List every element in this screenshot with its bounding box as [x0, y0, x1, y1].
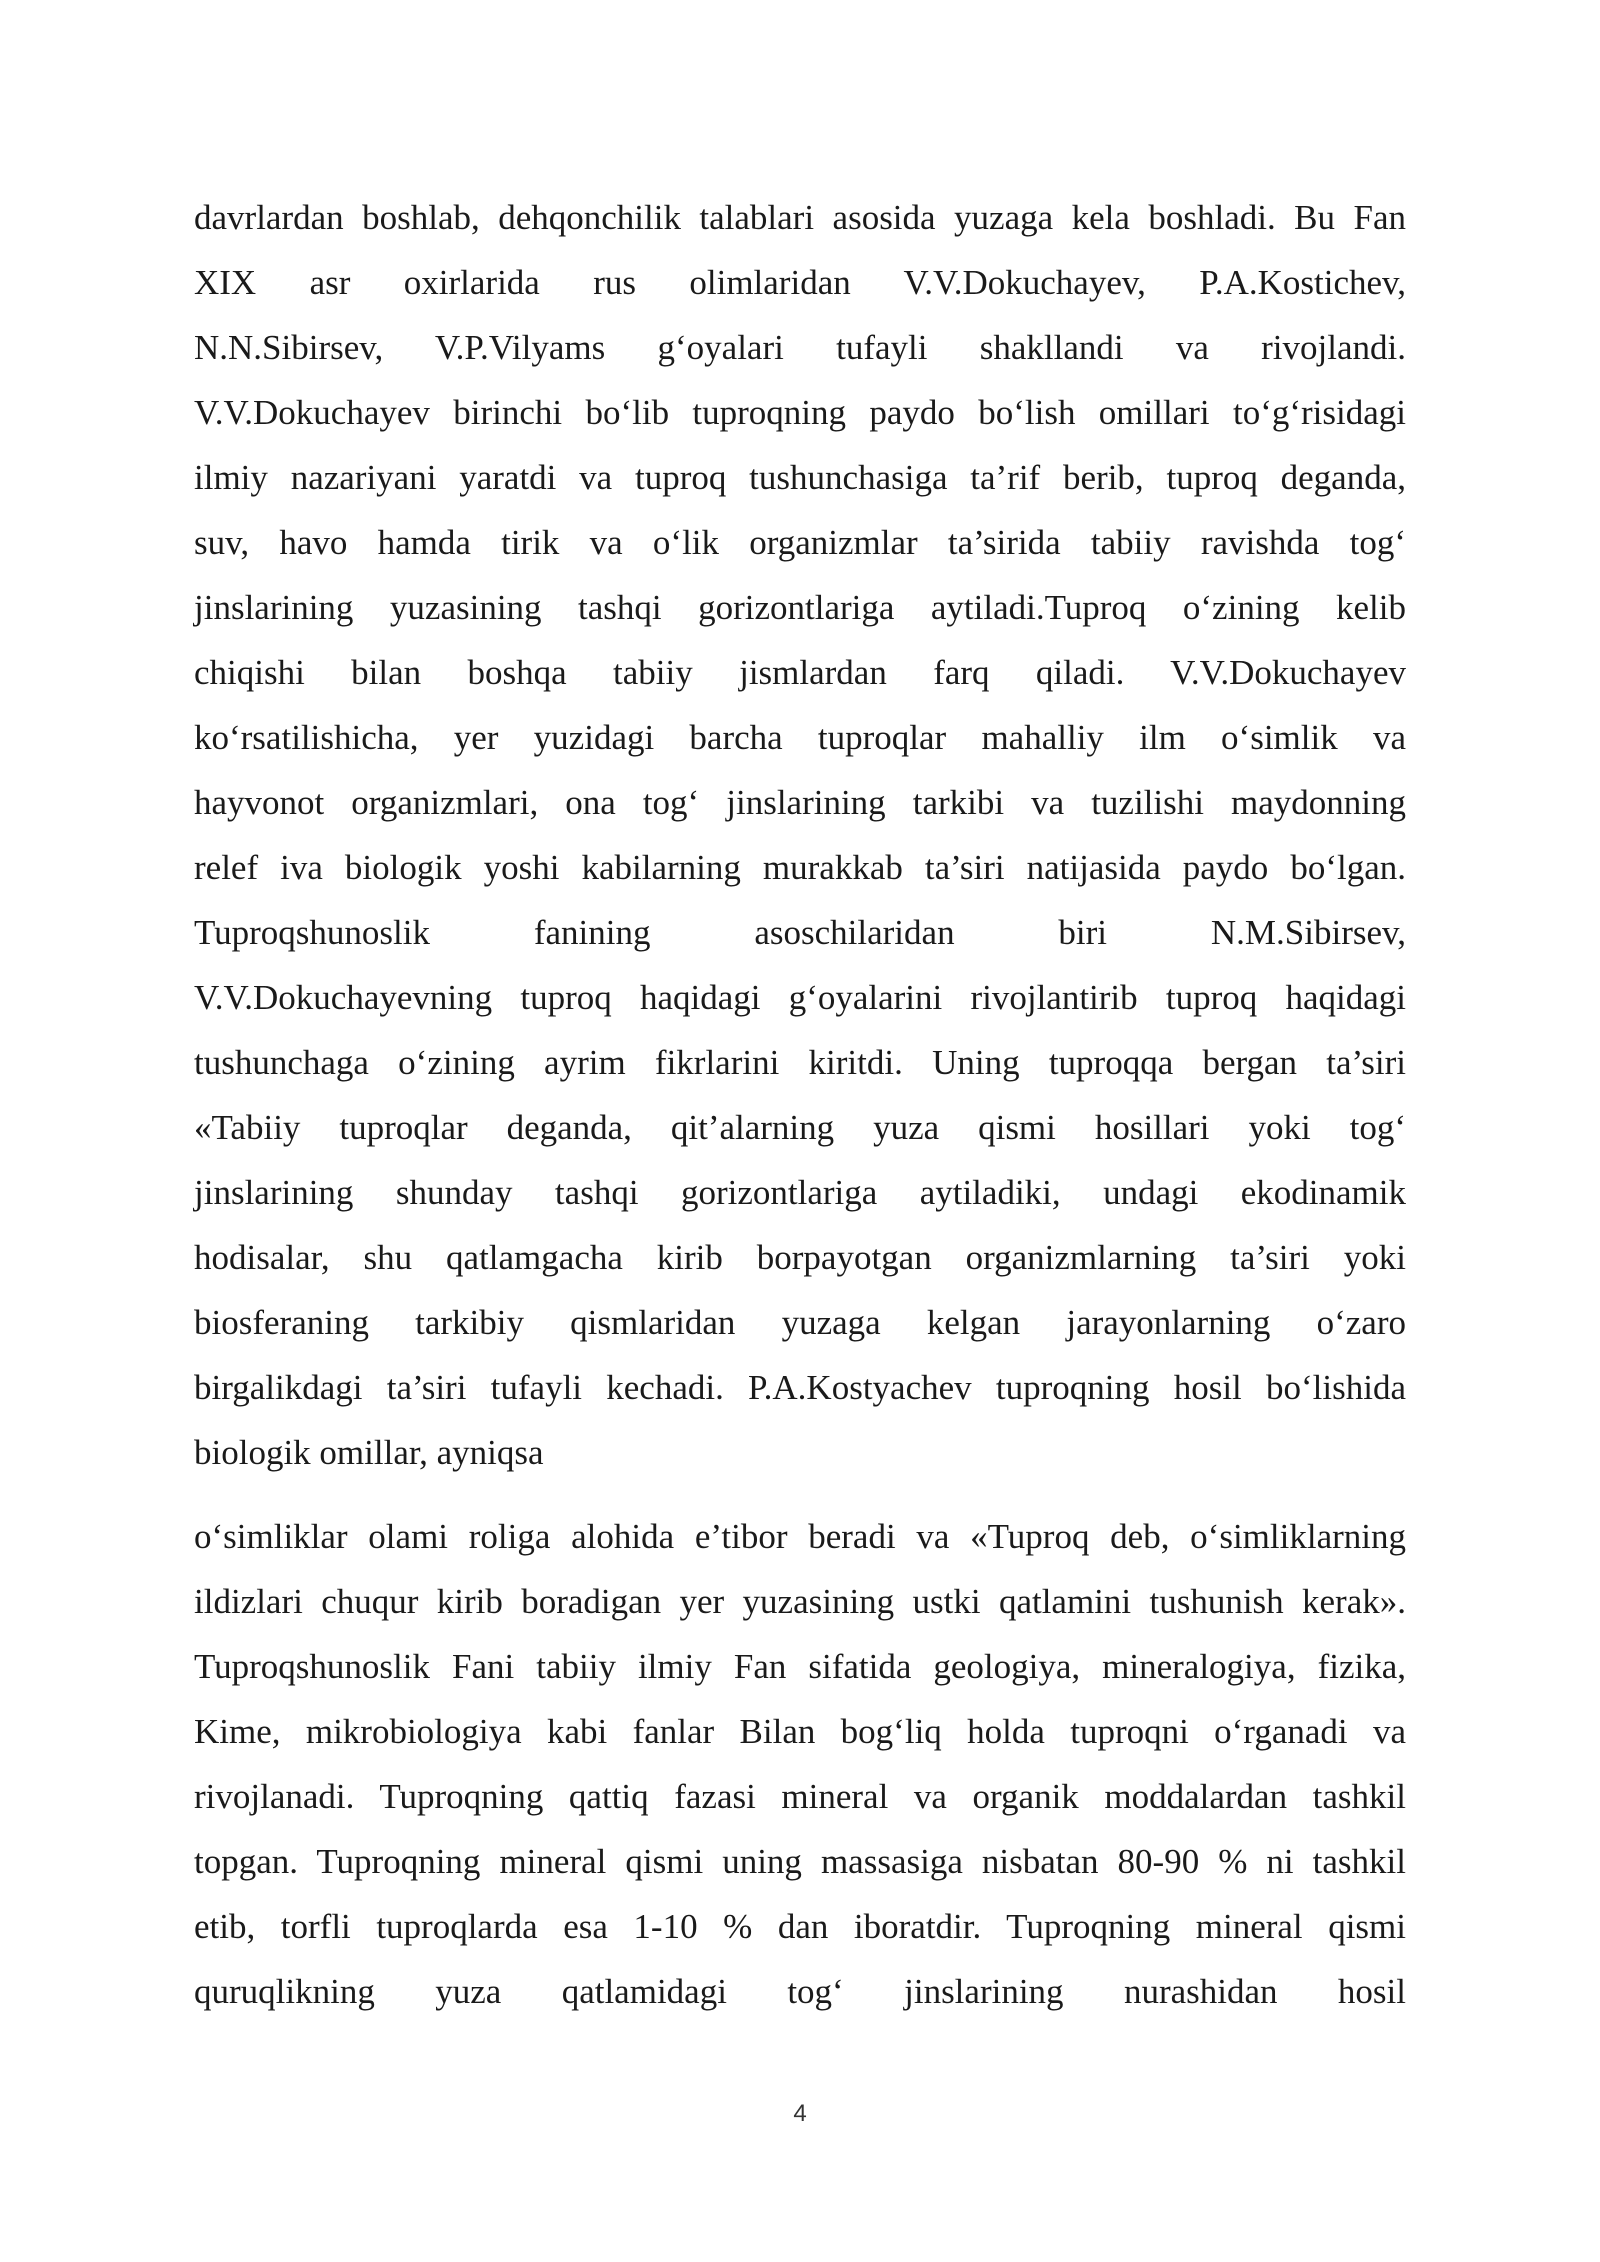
text-line: N.N.Sibirsev, V.P.Vilyams g‘oyalari tufayli shakllandi va rivojlandi.	[194, 328, 1406, 367]
text-line: biosferaning tarkibiy qismlaridan yuzaga kelgan jarayonlarning o‘zaro	[194, 1303, 1406, 1342]
text-line: suv, havo hamda tirik va o‘lik organizmlar ta’sirida tabiiy ravishda tog‘	[194, 523, 1406, 562]
text-line: tushunchaga o‘zining ayrim fikrlarini kiritdi. Uning tuproqqa bergan ta’siri	[194, 1043, 1406, 1082]
text-line: ildizlari chuqur kirib boradigan yer yuzasining ustki qatlamini tushunish kerak».	[194, 1582, 1406, 1621]
page-number: 4	[793, 2100, 807, 2127]
text-line: jinslarining yuzasining tashqi gorizontlariga aytiladi.Tuproq o‘zining kelib	[194, 588, 1406, 627]
text-line: birgalikdagi ta’siri tufayli kechadi. P.A.Kostyachev tuproqning hosil bo‘lishida	[194, 1368, 1406, 1407]
text-line: XIX asr oxirlarida rus olimlaridan V.V.Dokuchayev, P.A.Kostichev,	[194, 263, 1406, 302]
text-line: Kime, mikrobiologiya kabi fanlar Bilan bog‘liq holda tuproqni o‘rganadi va	[194, 1712, 1406, 1751]
text-line: quruqlikning yuza qatlamidagi tog‘ jinslarining nurashidan hosil	[194, 1972, 1406, 2011]
text-line: ko‘rsatilishicha, yer yuzidagi barcha tuproqlar mahalliy ilm o‘simlik va	[194, 718, 1406, 757]
text-line: o‘simliklar olami roliga alohida e’tibor beradi va «Tuproq deb, o‘simliklarning	[194, 1517, 1406, 1556]
text-line: ilmiy nazariyani yaratdi va tuproq tushunchasiga ta’rif berib, tuproq deganda,	[194, 458, 1406, 497]
body-paragraph-1	[194, 185, 1406, 1485]
text-line: hayvonot organizmlari, ona tog‘ jinslarining tarkibi va tuzilishi maydonning	[194, 783, 1406, 822]
text-line: hodisalar, shu qatlamgacha kirib borpayotgan organizmlarning ta’siri yoki	[194, 1238, 1406, 1277]
text-line: Tuproqshunoslik fanining asoschilaridan biri N.M.Sibirsev,	[194, 913, 1406, 952]
body-paragraph-2	[194, 1504, 1406, 2024]
text-line: etib, torfli tuproqlarda esa 1-10 % dan iboratdir. Tuproqning mineral qismi	[194, 1907, 1406, 1946]
text-line: davrlardan boshlab, dehqonchilik talablari asosida yuzaga kela boshladi. Bu Fan	[194, 198, 1406, 237]
text-line: biologik omillar, ayniqsa	[194, 1433, 544, 1472]
text-line: chiqishi bilan boshqa tabiiy jismlardan farq qiladi. V.V.Dokuchayev	[194, 653, 1406, 692]
text-line: «Tabiiy tuproqlar deganda, qit’alarning yuza qismi hosillari yoki tog‘	[194, 1108, 1406, 1147]
text-line: topgan. Tuproqning mineral qismi uning massasiga nisbatan 80-90 % ni tashkil	[194, 1842, 1406, 1881]
text-line: relef iva biologik yoshi kabilarning murakkab ta’siri natijasida paydo bo‘lgan.	[194, 848, 1406, 887]
text-line: V.V.Dokuchayev birinchi bo‘lib tuproqning paydo bo‘lish omillari to‘g‘risidagi	[194, 393, 1406, 432]
text-line: Tuproqshunoslik Fani tabiiy ilmiy Fan sifatida geologiya, mineralogiya, fizika,	[194, 1647, 1406, 1686]
text-line: jinslarining shunday tashqi gorizontlariga aytiladiki, undagi ekodinamik	[194, 1173, 1406, 1212]
text-line: V.V.Dokuchayevning tuproq haqidagi g‘oyalarini rivojlantirib tuproq haqidagi	[194, 978, 1406, 1017]
text-line: rivojlanadi. Tuproqning qattiq fazasi mineral va organik moddalardan tashkil	[194, 1777, 1406, 1816]
